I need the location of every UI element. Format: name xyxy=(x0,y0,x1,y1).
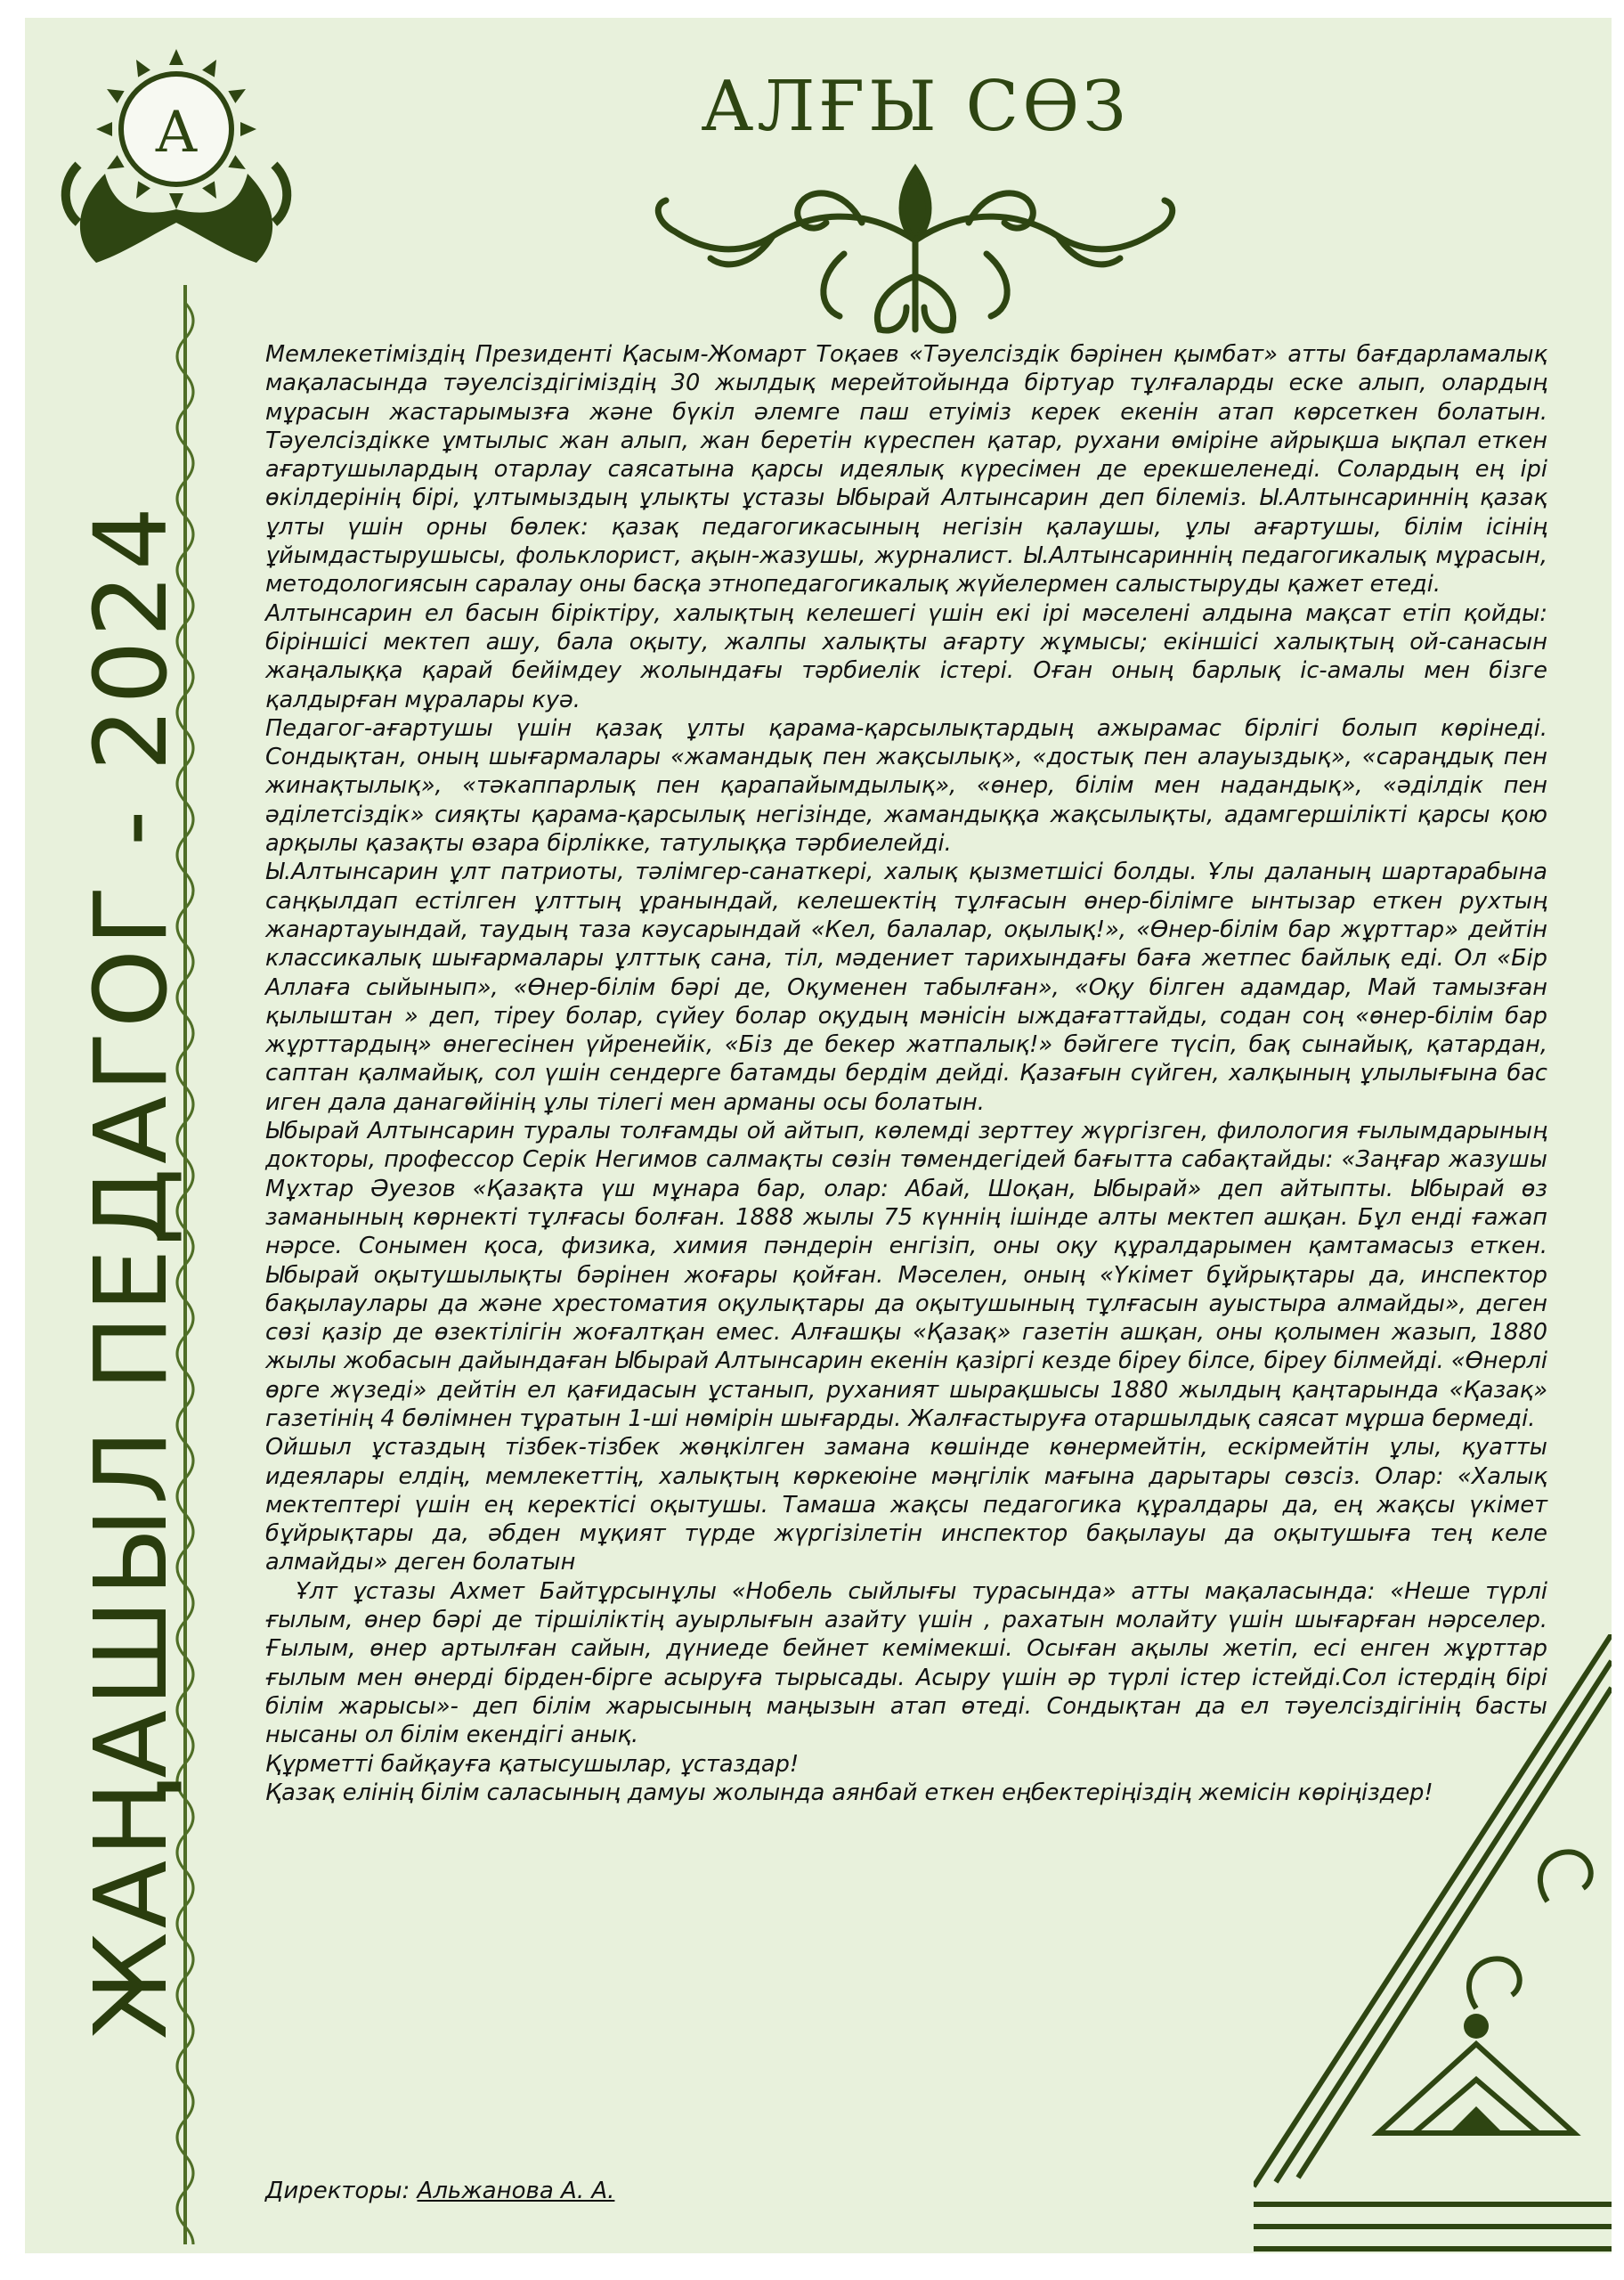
paragraph: Ойшыл ұстаздың тізбек-тізбек жөңкілген замана көшінде көнермейтін, ескірмейтін ұлы, қуатты идеялары елдің, мемлекеттің, халықтың көркеюіне мәңгілік мағына дарытары сөзсіз. Олар: «Халық мектептері үшін ең керектісі оқытушы. Тамаша жақсы педагогика құралдары да, ең жақсы үкімет бұйрықтары да, әбден мұқият түрде жүргізілетін инспектор бақылауы да оқытушыға тең келе алмайды» деген болатын xyxy=(265,1434,1547,1576)
svg-text:А: А xyxy=(154,100,199,166)
signature-label: Директоры: xyxy=(265,2178,410,2204)
signature xyxy=(265,2178,614,2204)
eagle-emblem-icon xyxy=(43,31,310,289)
paragraph: Мемлекетіміздің Президенті Қасым-Жомарт Тоқаев «Тәуелсіздік бәрінен қымбат» атты бағдарламалық мақаласында тәуелсіздігіміздің 30 жылдық мерейтойында біртуар тұлғаларды еске алып, олардың мұрасын жастарымызға және бүкіл әлемге паш етуіміз керек екенін атап көрсеткен болатын. Тәуелсіздікке ұмтылыс жан алып, жан беретін күреспен қатар, рухани өміріне айрықша ықпал еткен ағартушылардың отарлау саясатына қарсы идеялық күресімен де ерекшеленеді. Солардың ең ірі өкілдерінің бірі, ұлтымыздың ұлықты ұстазы Ыбырай Алтынсарин деп білеміз. Ы.Алтынсариннің қазақ ұлты үшін орны бөлек: қазақ педагогикасының негізін қалаушы, ұлы ағартушы, білім ісінің ұйымдастырушысы, фольклорист, ақын-жазушы, журналист. Ы.Алтынсариннің педагогикалық мұрасын, методологиясын саралау оны басқа этнопедагогикалық жүйелермен салыстыруды қажет етеді. xyxy=(265,341,1547,598)
paragraph: Ы.Алтынсарин ұлт патриоты, тәлімгер-санаткері, халық қызметшісі болды. Ұлы даланың шартарабына саңқылдап естілген ұлттың ұранындай, келешектің тұлғасын өнер-білімге ынтызар еткен рухтың жанартауындай, таудың таза кәусарындай «Кел, балалар, оқылық!», «Өнер-білім бар жұрттар» дейтін классикалық шығармалары ұлттық сана, тіл, мәдениет тарихындағы баға жетпес байлық еді. Ол «Бір Аллаға сыйынып», «Өнер-білім бәрі де, Оқуменен табылған», «Оқу білген адамдар, Май тамызған қылыштан » деп, тіреу болар, сүйеу болар оқудың мәнісін ыждағаттайды, содан соң «өнер-білім бар жұрттардың» өнегесінен үйренейік, «Біз де бекер жатпалық!» бәйгеге түсіп, бақ сынайық, қатардан, саптан қалмайық, сол үшін сендерге батамды бердім дейді. Қазағын сүйген, халқының ұлылығына бас иген дала данагөйінің ұлы тілегі мен арманы осы болатын. xyxy=(265,859,1547,1116)
page xyxy=(25,18,1612,2253)
vertical-title: ЖАҢАШЫЛ ПЕДАГОГ - 2024 xyxy=(74,502,190,2040)
body-text xyxy=(265,340,1547,1807)
paragraph: Құрметті байқауға қатысушылар, ұстаздар! xyxy=(265,1750,800,1778)
paragraph: Ұлт ұстазы Ахмет Байтұрсынұлы «Нобель сыйлығы турасында» атты мақаласында: «Неше түрлі ғылым, өнер бәрі де тіршіліктің ауырлығын азайту үшін , рахатын молайту үшін шығарған нәрселер. Ғылым, өнер артылған сайын, дүниеде бейнет кемімекші. Осыған ақылы жетіп, есі енген жұрттар ғылым мен өнерді бірден-бірге асыруға тырысады. Асыру үшін әр түрлі істер істейді.Сол істердің бірі білім жарысы»- деп білім жарысының маңызын атап өтеді. Сондықтан да ел тәуелсіздігінің басты нысаны ол білім екендігі анық. xyxy=(265,1577,1547,1749)
paragraph: Қазақ елінің білім саласының дамуы жолында аянбай еткен еңбектеріңіздің жемісін көріңіздер! xyxy=(265,1779,1433,1806)
flourish-ornament-icon xyxy=(639,151,1191,352)
signature-name: Альжанова А. А. xyxy=(417,2178,615,2204)
page-heading: АЛҒЫ СӨЗ xyxy=(701,67,1130,147)
paragraph: Ыбырай Алтынсарин туралы толғамды ой айтып, көлемді зерттеу жүргізген, филология ғылымдарының докторы, профессор Серік Негимов салмақты сөзін төмендегідей бағытта сабақтайды: «Заңғар жазушы Мұхтар Әуезов «Қазақта үш мұнара бар, олар: Абай, Шоқан, Ыбырай» деп айтыпты. Ыбырай өз заманының көрнекті тұлғасы болған. 1888 жылы 75 күннің ішінде алты мектеп ашқан. Бұл енді ғажап нәрсе. Сонымен қоса, физика, химия пәндерін енгізіп, оны оқу құралдарымен қамтамасыз еткен. Ыбырай оқытушылықты бәрінен жоғары қойған. Мәселен, оның «Үкімет бұйрықтары да, инспектор бақылаулары да және хрестоматия оқулықтары да оқытушының тұлғасын ауыстыра алмайды», деген сөзі қазір де өзектілігін жоғалтқан емес. Алғашқы «Қазақ» газетін ашқан, оны қолымен жазып, 1880 жылы жобасын дайындаған Ыбырай Алтынсарин екенін қазіргі кезде біреу білсе, біреу білмейді. «Өнерлі өрге жүзеді» дейтін ел қағидасын ұстанып, руханият шырақшысы 1880 жылдың қаңтарында «Қазақ» газетінің 4 бөлімнен тұратын 1-ші нөмірін шығарды. Жалғастыруға отаршылдық саясат мұрша бермеді. xyxy=(265,1118,1547,1432)
paragraph: Педагог-ағартушы үшін қазақ ұлты қарама-қарсылықтардың ажырамас бірлігі болып көрінеді. Сондықтан, оның шығармалары «жамандық пен жақсылық», «достық пен алауыздық», «сараңдық пен жинақтылық», «тәкаппарлық пен қарапайымдылық», «өнер, білім мен надандық», «әділдік пен әділетсіздік» сияқты қарама-қарсылық негізінде, жамандыққа жақсылықты, адамгершілікті қарсы қою арқылы қазақты өзара бірлікке, татулыққа тәрбиелейді. xyxy=(265,714,1547,858)
paragraph: Алтынсарин ел басын біріктіру, халықтың келешегі үшін екі ірі мәселені алдына мақсат етіп қойды: біріншісі мектеп ашу, бала оқыту, жалпы халықты ағарту жұмысы; екіншісі халықтың ой-санасын жаңалыққа қарай бейімдеу жолындағы тәрбиелік істері. Оған оның барлық іс-амалы мен бізге қалдырған мұралары куә. xyxy=(265,599,1547,713)
corner-ornament-icon xyxy=(1254,1634,1612,2253)
